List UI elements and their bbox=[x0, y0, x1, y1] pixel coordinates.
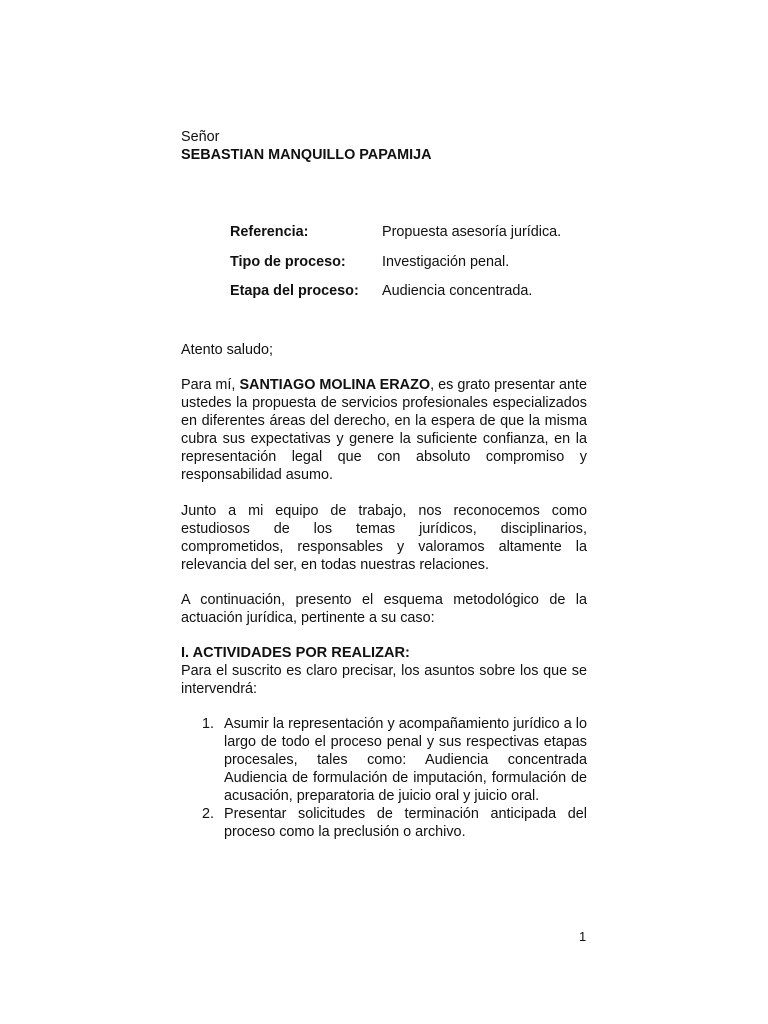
list-item-text: Presentar solicitudes de terminación anticipada del proceso como la preclusión o archivo. bbox=[224, 806, 587, 840]
reference-value: Propuesta asesoría jurídica. bbox=[382, 224, 562, 240]
reference-row bbox=[230, 282, 561, 312]
intro-paragraph bbox=[181, 376, 587, 484]
section-heading: I. ACTIVIDADES POR REALIZAR: bbox=[181, 645, 410, 661]
list-item-number: 1. bbox=[202, 716, 215, 732]
list-item bbox=[181, 805, 587, 841]
list-item-text: Asumir la representación y acompañamiento jurídico a lo largo de todo el proceso penal y sus respectivas etapas procesales, tales como: Audiencia concentrada Audiencia de formulación de imputación, formulación de acusación, preparatoria de juicio oral y juicio oral. bbox=[224, 716, 587, 804]
sender-name: SANTIAGO MOLINA ERAZO bbox=[239, 377, 431, 393]
intro-prefix: Para mí, bbox=[181, 377, 240, 393]
list-item bbox=[181, 715, 587, 805]
recipient-block bbox=[181, 128, 587, 164]
reference-value: Investigación penal. bbox=[382, 253, 510, 270]
reference-label: Referencia: bbox=[230, 224, 309, 240]
team-paragraph: Junto a mi equipo de trabajo, nos reconocemos como estudiosos de los temas jurídicos, disciplinarios, comprometidos, responsables y valoramos altamente la relevancia del ser, en todas nuestras relaciones. bbox=[181, 503, 587, 573]
intro-body: , es grato presentar ante ustedes la propuesta de servicios profesionales especializados en diferentes áreas del derecho, en la espera de que la misma cubra sus expectativas y genere la suficiente confianza, en la representación legal que con absoluto compromiso y responsabilidad asumo. bbox=[181, 377, 587, 483]
reference-table bbox=[230, 223, 561, 312]
activity-list bbox=[181, 715, 587, 841]
reference-label: Etapa del proceso: bbox=[230, 283, 359, 299]
greeting-line: Atento saludo; bbox=[181, 342, 274, 358]
page-number: 1 bbox=[579, 929, 587, 944]
reference-row bbox=[230, 253, 561, 283]
reference-row bbox=[230, 223, 561, 253]
reference-label: Tipo de proceso: bbox=[230, 253, 346, 270]
recipient-name: SEBASTIAN MANQUILLO PAPAMIJA bbox=[181, 147, 432, 163]
recipient-title: Señor bbox=[181, 129, 220, 145]
section-intro: Para el suscrito es claro precisar, los asuntos sobre los que se intervendrá: bbox=[181, 663, 587, 697]
list-item-number: 2. bbox=[202, 806, 215, 822]
methodology-paragraph: A continuación, presento el esquema metodológico de la actuación jurídica, pertinente a su caso: bbox=[181, 592, 587, 626]
reference-value: Audiencia concentrada. bbox=[382, 283, 533, 299]
